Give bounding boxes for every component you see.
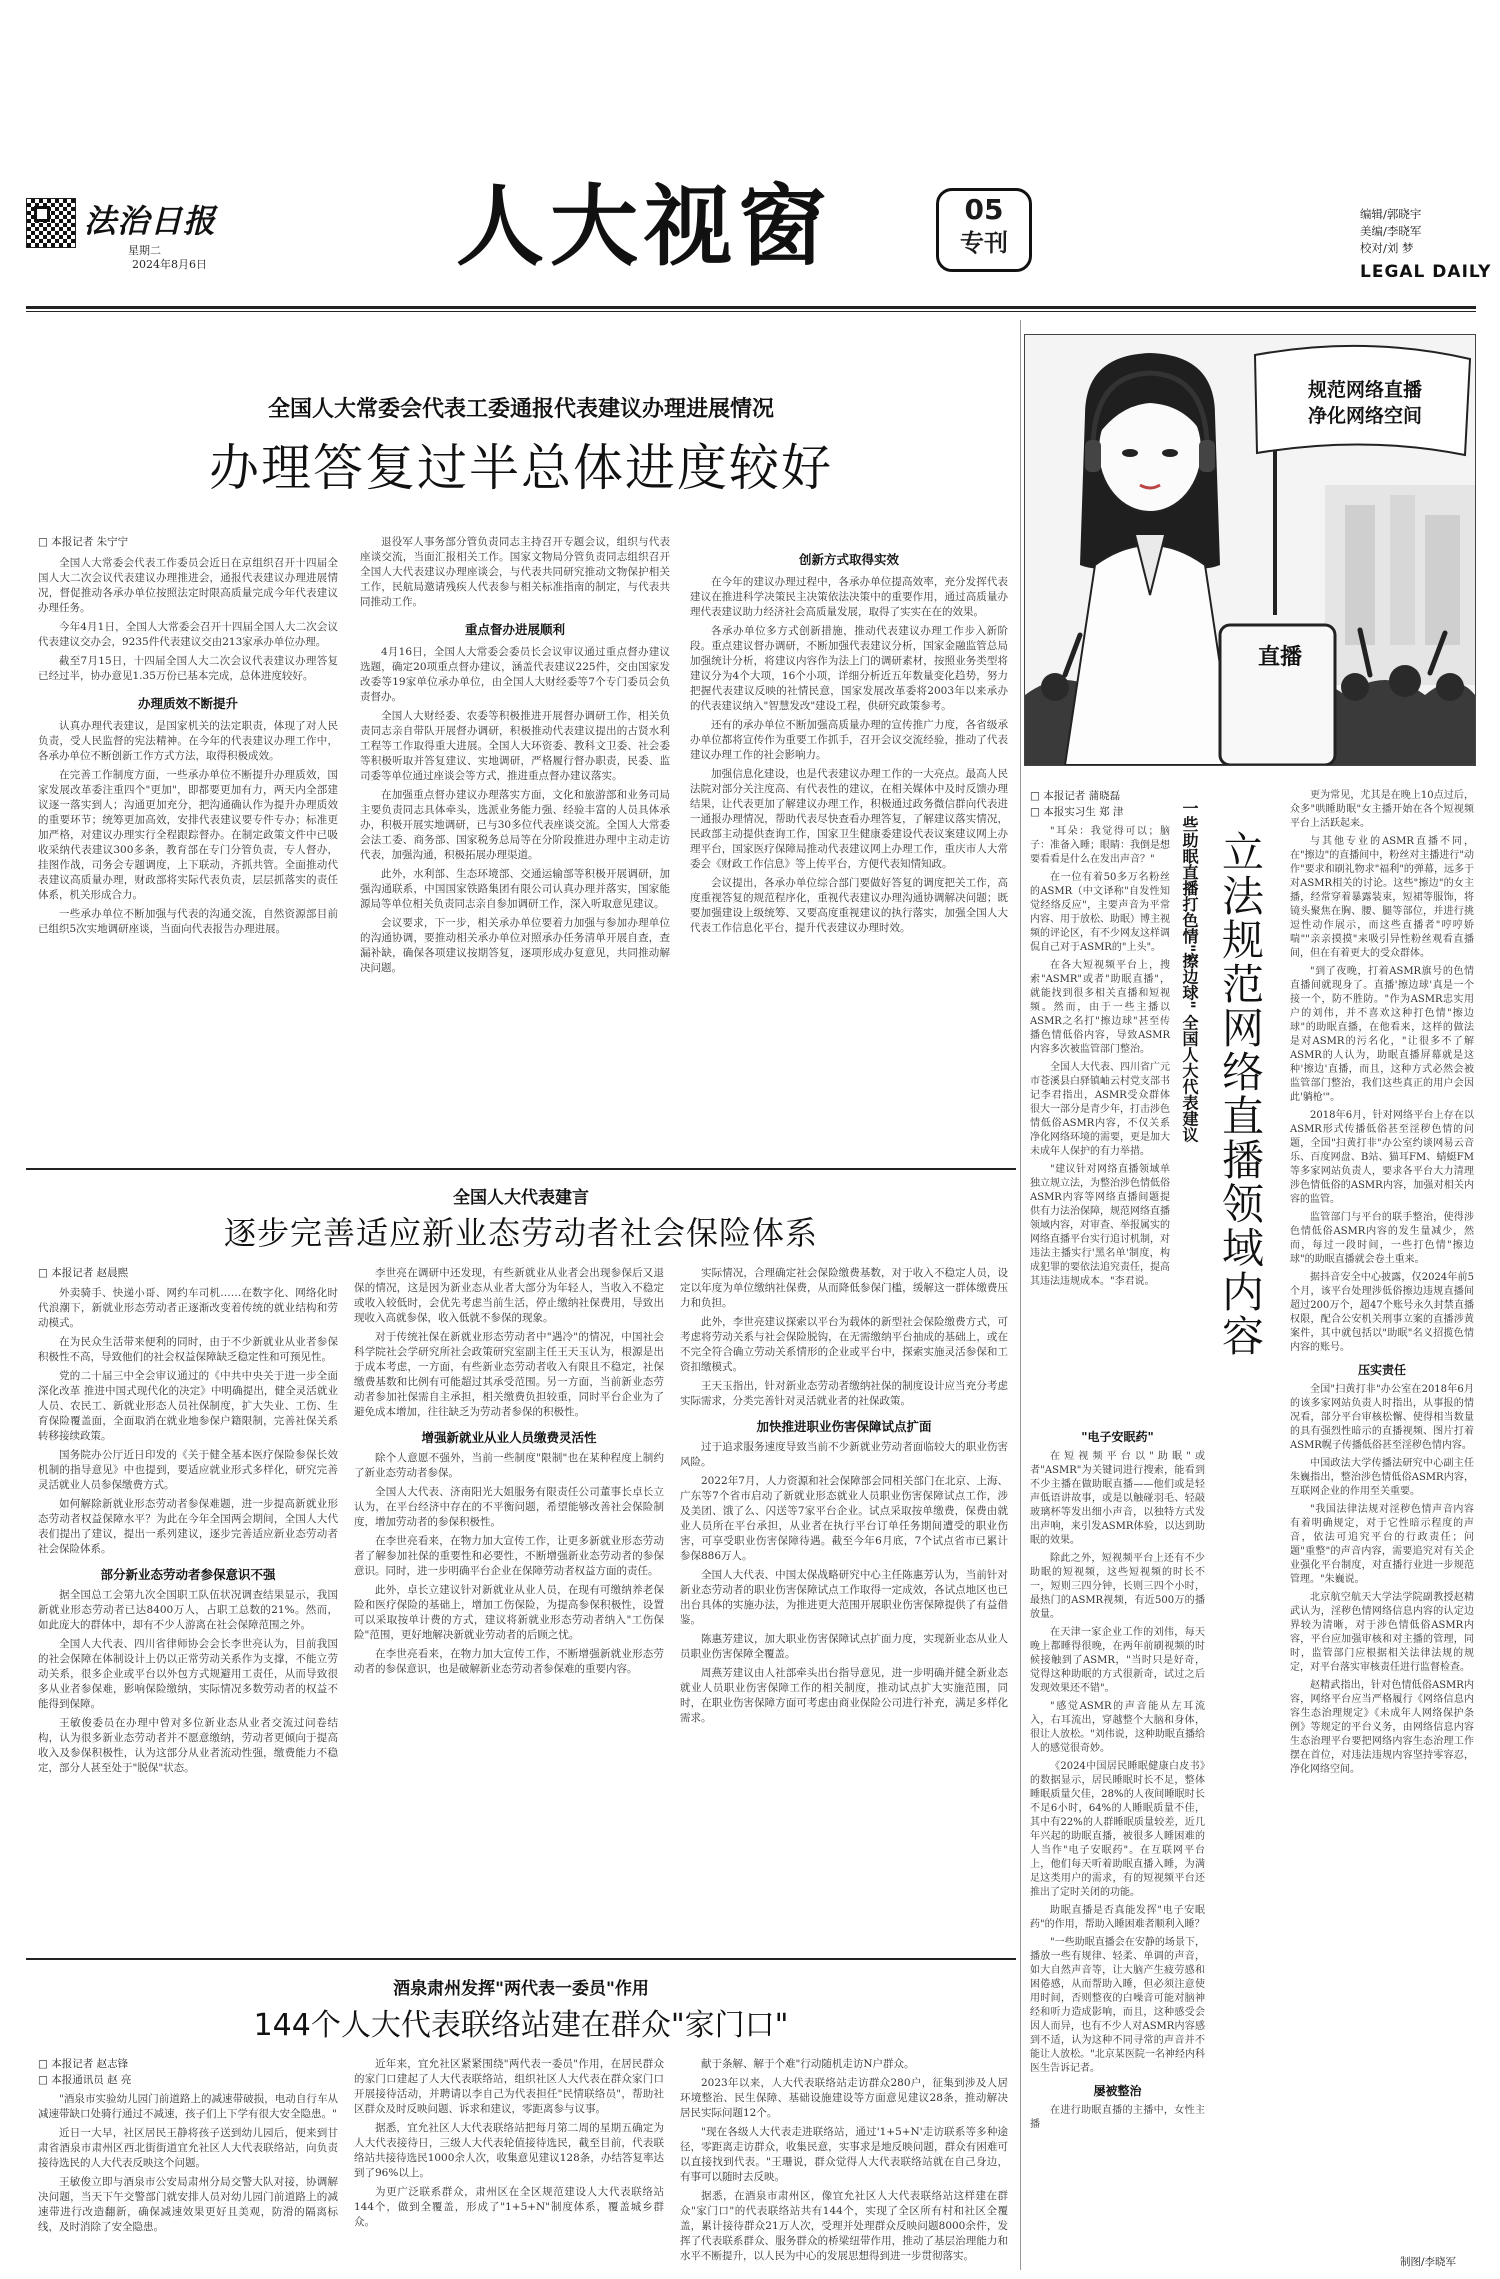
paragraph: 与其他专业的ASMR直播不同，在"擦边"的直播间中，粉丝对主播进行"动作"要求和刷礼物求"福利"的弹幕，远多于对ASMR相关的讨论。这些"擦边"的女主播，经常穿着暴露装束，短裙等服饰，将镜头聚焦在胸、腰、腿等部位，并进行挑逗性动作展示，而这些直播者"哼哼娇喘""亲亲摸摸"来吸引异性粉丝观看直播间，但在有着更大的受众群体。 bbox=[1290, 836, 1474, 959]
paragraph: 在李世亮看来，在物力加大宣传工作，不断增强新就业形态劳动者的参保意识，也是破解新业态劳动者参保难的重要内容。 bbox=[354, 1648, 664, 1675]
subhead: 部分新业态劳动者参保意识不强 bbox=[100, 1567, 276, 1582]
page-number-box bbox=[936, 188, 1032, 272]
article1-col1 bbox=[38, 556, 338, 1156]
paragraph: 过于追求服务速度导致当前不少新就业劳动者面临较大的职业伤害风险。 bbox=[680, 1441, 1008, 1468]
article2-headline: 逐步完善适应新业态劳动者社会保险体系 bbox=[223, 1214, 818, 1252]
paragraph: 陈惠芳建议，加大职业伤害保障试点扩面力度，实现新业态从业人员职业伤害保障全覆盖。 bbox=[680, 1633, 1008, 1660]
paragraph: 对于传统社保在新就业形态劳动者中"遇冷"的情况，中国社会科学院社会学研究所社会政策研究室副主任王天玉认为，根源是出于成本考虑，一方面，有些新业态劳动者收入有限且不稳定，社保缴费基数和比例有可能超过其承受范围。另一方面，当前新业态劳动者参加社保需自主承担，相关缴费负担较重，同时平台企业为了避免成本增加，往往缺乏为劳动者参保的积极性。 bbox=[354, 1331, 664, 1418]
paragraph: 此外，卓长立建议针对新就业从业人员，在现有可缴纳养老保险和医疗保险的基础上，增加工伤保险，为提高参保积极性，设置可以采取按单计费的方式，建议将新就业形态劳动者纳入"工伤保险"范围，更好地解决新就业劳动者的后顾之忧。 bbox=[354, 1584, 664, 1641]
paragraph: "耳朵：我觉得可以；脑子：准备入睡；眼睛：我倒是想要看看是什么在发出声音？" bbox=[1030, 826, 1170, 865]
paragraph: 除个人意愿不强外，当前一些制度"限制"也在某种程度上制约了新业态劳动者参保。 bbox=[354, 1452, 664, 1479]
paragraph: 如何解除新就业形态劳动者参保难题，进一步提高新就业形态劳动者权益保障水平？为此在今年全国两会期间，全国人大代表们提出了建议，提出一系列建议，逐步完善适应新业态劳动者社会保险体系。 bbox=[38, 1498, 338, 1555]
paragraph: "现在各级人大代表走进联络站，通过'1+5+N'走访联系等多种途径，零距离走访群众，收集民意，实事求是地反映问题，群众有困难可以直接找到代表。"王珊说，群众觉得人大代表联络站就在自己身边，有事可以随时去反映。 bbox=[680, 2126, 1008, 2183]
paragraph: 在天津一家企业工作的刘伟，每天晚上都睡得很晚，在两年前刷视频的时候接触到了ASMR，"当时只是好奇，觉得这种助眠的方式很新奇，试过之后发现效果还不错"。 bbox=[1030, 1627, 1205, 1694]
paragraph: 李世亮在调研中还发现，有些新就业从业者会出现参保后又退保的情况，这是因为新业态从业者大部分为年轻人，当收入不稳定或收入较低时，会优先考虑当前生活，停止缴纳社保费用，导致出现收入高就参保，收入低就不参保的现象。 bbox=[354, 1267, 664, 1324]
paragraph: 党的二十届三中全会审议通过的《中共中央关于进一步全面深化改革 推进中国式现代化的决定》中明确提出，健全灵活就业人员、农民工、新就业形态人员社保制度，扩大失业、工伤、生育保险覆盖面，全面取消在就业地参保户籍限制，完善社保关系转移接续政策。 bbox=[38, 1370, 338, 1442]
paragraph: 周燕芳建议由人社部牵头出台指导意见，进一步明确并健全新业态就业人员职业伤害保障工作的相关制度，推动试点扩大实施范围，同时，在职业伤害保障方面可考虑由商业保险公司进行补充，满足多样化需求。 bbox=[680, 1667, 1008, 1724]
paragraph: "感觉ASMR的声音能从左耳流入，右耳流出，穿越整个大脑和身体，很让人放松。"刘伟说，这种助眠直播给人的感觉很奇妙。 bbox=[1030, 1701, 1205, 1754]
right-subtitle: 一些助眠直播打色情"擦边球" 全国人大代表建议 bbox=[1180, 800, 1199, 1143]
article3-kicker: 酒泉肃州发挥"两代表一委员"作用 bbox=[393, 1979, 649, 1999]
paragraph: 近日一大早，社区居民王静将孩子送到幼儿园后，便来到甘肃省酒泉市肃州区西北街街道宜允社区人大代表联络站，向负责接待选民的人大代表反映这个问题。 bbox=[38, 2127, 338, 2169]
paragraph: 在加强重点督办建议办理落实方面，文化和旅游部和业务司局主要负责同志具体牵头，选派业务能力强、经验丰富的人员具体承办，积极开展实地调研，已与30多位代表座谈交流。全国人大常委会法工委、商务部、国家税务总局等在分阶段推进办理中主动走访代表，加强沟通，积极拓展办理渠道。 bbox=[360, 789, 670, 861]
article1-byline: □ 本报记者 朱宁宁 bbox=[38, 536, 129, 548]
paragraph: 据悉，在酒泉市肃州区，像宜允社区人大代表联络站这样建在群众"家门口"的代表联络站共有144个，实现了全区所有村和社区全覆盖，累计接待群众21万人次，受理并处理群众反映问题8000余件，发挥了代表联系群众、服务群众的桥梁纽带作用，推动了基层治理能力和水平不断提升，以人民为中心的发展思想得到进一步贯彻落实。 bbox=[680, 2190, 1008, 2262]
paragraph: 据全国总工会第九次全国职工队伍状况调查结果显示，我国新就业形态劳动者已达8400万人，占职工总数的21%。然而，如此庞大的群体中，却有不少人游离在社会保障范围之外。 bbox=[38, 1589, 338, 1631]
article3-byline-correspondent: □ 本报通讯员 赵 亮 bbox=[38, 2074, 132, 2086]
paragraph: "建议针对网络直播领域单独立规立法，为整治涉色情低俗ASMR内容等网络直播间题提供有力法治保障，规范网络直播领域内容，对审查、举报属实的网络直播平台实行追讨机制，对违法主播实行'黑名单'制度，构成犯罪的要依法追究责任，提高其违法违规成本。"李君说。 bbox=[1030, 1164, 1170, 1287]
paragraph: 更为常见，尤其是在晚上10点过后，众多"哄睡助眠"女主播开始在各个短视频平台上活跃起来。 bbox=[1290, 790, 1474, 829]
paragraph: 助眠直播是否真能发挥"电子安眠药"的作用，帮助入睡困难者顺利入睡？ bbox=[1030, 1905, 1205, 1930]
paragraph: 《2024中国居民睡眠健康白皮书》的数据显示，居民睡眠时长不足，整体睡眠质量欠佳，28%的人夜间睡眠时长不足6小时，64%的人睡眠质量不佳，其中有22%的人群睡眠质量较差，近几年兴起的助眠直播，被很多人睡困难的人当作"电子安眠药"。在互联网平台上，他们每天听着助眠直播入睡，为满足这类用户的需求，有的短视频平台还推出了定时关闭的功能。 bbox=[1030, 1761, 1205, 1898]
paragraph: 据悉，宜允社区人大代表联络站把每月第二周的星期五确定为人大代表接待日，三级人大代表轮值接待选民，截至目前，代表联络站共接待选民1000余人次，收集意见建议128条，办结答复率达到了96%以上。 bbox=[354, 2122, 664, 2179]
article1-col3 bbox=[690, 552, 1008, 1156]
subhead: 压实责任 bbox=[1357, 1363, 1406, 1377]
paper-name-logo: 法治日报 bbox=[84, 202, 217, 240]
subhead: 增强新就业从业人员缴费灵活性 bbox=[421, 1430, 597, 1445]
right-byline-reporter: □ 本报记者 蒲晓磊 bbox=[1030, 790, 1121, 802]
article3-byline-reporter: □ 本报记者 赵志锋 bbox=[38, 2058, 129, 2070]
right-byline-intern: □ 本报实习生 郑 津 bbox=[1030, 806, 1124, 818]
paragraph: 赵精武指出，针对色情低俗ASMR内容，网络平台应当严格履行《网络信息内容生态治理规定》《未成年人网络保护条例》等规定的平台义务，由网络信息内容生态治理平台要把网络内容生态治理工作摆在首位，对违法违规内容坚持零容忍，净化网络空间。 bbox=[1290, 1680, 1474, 1775]
paragraph: 各承办单位多方式创新措施，推动代表建议办理工作步入新阶段。重点建议督办调研，不断加强代表建议分析，国家金融监管总局加强统计分析，将建议内容作为法上门的调研素材，按照业务类型将建议分为4个大项，16个小项，详细分析近五年数量变化趋势，努力把握代表建议反映的社情民意，国家发展改革委将2003年以来承办的代表建议纳入"智慧发改"建设工程，供研究政策参考。 bbox=[690, 625, 1008, 712]
paragraph: 全国人大财经委、农委等积极推进开展督办调研工作，相关负责同志亲自带队开展督办调研，积极推动代表建议提出的古贤水利工程等工作取得重大进展。全国人大环资委、教科文卫委、社会委等积极听取并答复建议、实地调研，严格履行督办职责，民委、监司委等单位通过座谈会等方式，推进重点督办建议落实。 bbox=[360, 710, 670, 782]
paragraph: 截至7月15日，十四届全国人大二次会议代表建议办理答复已经过半，协办意见1.35万份已基本完成，总体进度较好。 bbox=[38, 655, 338, 682]
paragraph: 全国人大代表、济南阳光大姐服务有限责任公司董事长卓长立认为，在平台经济中存在的不平衡问题，希望能够改善社会保险制度，增加劳动者的参保积极性。 bbox=[354, 1486, 664, 1528]
right-col1-bottom bbox=[1030, 1430, 1205, 2265]
paragraph: 认真办理代表建议，是国家机关的法定职责，体现了对人民负责，受人民监督的宪法精神。在今年的代表建议办理工作中，各承办单位不断创新工作方式方法，取得积极成效。 bbox=[38, 720, 338, 762]
paragraph: 此外，水利部、生态环境部、交通运输部等积极开展调研，加强沟通联系，中国国家铁路集团有限公司认真办理并落实，国家能源局等单位相关负责同志亲自参加调研工作，深入听取意见建议。 bbox=[360, 868, 670, 910]
editor-credit: 校对/刘 梦 bbox=[1360, 241, 1414, 255]
weekday: 星期二 bbox=[128, 244, 161, 257]
cartoon-sign-text-1: 规范网络直播 bbox=[1307, 379, 1422, 401]
cartoon-sign-text-2: 净化网络空间 bbox=[1307, 405, 1422, 427]
paragraph: 在完善工作制度方面，一些承办单位不断提升办理质效，国家发展改革委注重四个"更加"，即都要更加有力，两天内全部建议逐一落实到人；沟通更加充分，把沟通确认作为提升办理质效的重要环节；统筹更加高效，安排代表建议要专件专办；标准更加严格，对建议办理实行全程跟踪督办。在制定政策文件中已吸收采纳代表建议300多条，教育部在专门分管负责，专人督办，挂图作战，司务会专题调度，上下联动，齐抓共管。全面推动代表建议高质量办理，财政部将实际代表负责，层层抓落实的责任体系，机关形成合力。 bbox=[38, 769, 338, 901]
article1-kicker: 全国人大常委会代表工委通报代表建议办理进展情况 bbox=[267, 397, 774, 422]
paragraph: 加强信息化建设，也是代表建议办理工作的一大亮点。最高人民法院对部分关注度高、有代表性的建议，在相关媒体中及时反馈办理结果，让代表更加了解建议办理工作，积极通过政务微信群向代表进一通报办理情况，帮助代表尽快查看办理答复，了解建议落实情况，民政部主动提供查询工作，国家卫生健康委建设代表议案建议网上办理平台，国家医疗保障局推动代表建议网上办理工作，重庆市人大常委会《财政工作信息》等上传平台，方便代表知情知政。 bbox=[690, 768, 1008, 870]
paragraph: 国务院办公厅近日印发的《关于健全基本医疗保险参保长效机制的指导意见》中也提到，要适应就业形式多样化，研究完善灵活就业人员参保缴费方式。 bbox=[38, 1449, 338, 1491]
paragraph: 在各大短视频平台上，搜索"ASMR"或者"助眠直播"，就能找到很多相关直播和短视频。然而，由于一些主播以ASMR之名打"擦边球"甚至传播色情低俗内容，导致ASMR内容多次被监管部门整治。 bbox=[1030, 960, 1170, 1055]
paragraph: 全国人大常委会代表工作委员会近日在京组织召开十四届全国人大二次会议代表建议办理推进会，通报代表建议办理进展情况，督促推动各承办单位按照法定时限高质量完成今年代表建议办理任务。 bbox=[38, 557, 338, 614]
article1-headline: 办理答复过半总体进度较好 bbox=[209, 439, 833, 497]
paragraph: 在短视频平台以"助眠"或者"ASMR"为关键词进行搜索，能看到不少主播在做助眠直播——他们或是轻声低语讲故事，或是以触碰羽毛、轻敲玻璃杯等发出细小声音，以独特方式发出声响，来引发ASMR体验，以达到助眠的效果。 bbox=[1030, 1451, 1205, 1546]
right-headline: 立法规范网络直播领域内容 bbox=[1216, 830, 1265, 1358]
paragraph: 在今年的建议办理过程中，各承办单位提高效率，充分发挥代表建议在推进科学决策民主决策依法决策中的重要作用，通过高质量办理代表建议助力经济社会高质量发展，取得了实实在在的效果。 bbox=[690, 576, 1008, 618]
paragraph: 全国人大代表、四川省广元市苍溪县白驿镇岫云村党支部书记李君指出，ASMR受众群体很大一部分是青少年，打击涉色情低俗ASMR内容，不仅关系净化网络环境的需要，更是加大未成年人保护的有力举措。 bbox=[1030, 1062, 1170, 1157]
paragraph: 王敏俊委员在办理中曾对多位新业态从业者交流过问卷结构，认为很多新业态劳动者并不愿意缴纳，劳动者更倾向于提高收入及参保积极性，认为这部分从业者流动性强，缴费能力不稳定，部分人甚至处于"脱保"状态。 bbox=[38, 1717, 338, 1774]
subhead: 办理质效不断提升 bbox=[137, 696, 238, 711]
paragraph: 还有的承办单位不断加强高质量办理的宣传推广力度，各省级承办单位都将宣传作为重要工作抓手，召开会议交流经验，推动了代表建议办理工作的社会影响力。 bbox=[690, 719, 1008, 761]
paragraph: 全国"扫黄打非"办公室在2018年6月的该多家网站负责人时指出，从事报的情况看，部分平台审核松懈、使得相当数量的具有强烈性暗示的直播视频、图片打着ASMR幌子传播低俗甚至淫秽色情内容。 bbox=[1290, 1384, 1474, 1451]
right-column-rule bbox=[1020, 320, 1021, 2270]
article2-col1 bbox=[38, 1286, 338, 1948]
paragraph: 在为民众生活带来便利的同时，由于不少新就业从业者参保积极性不高，导致他们的社会权益保障缺乏稳定性和可预见性。 bbox=[38, 1336, 338, 1363]
paragraph: "一些助眠直播会在安静的场景下，播放一些有规律、轻柔、单调的声音，如大自然声音等，让大脑产生疲劳感和困倦感，从而帮助入睡，但必须注意使用时间，否则整夜的白噪音可能对脑神经和听力造成影响，而且，这种感受会因人而异，也有不少人对ASMR内容感到不适，认为这种不同寻常的声音并不能让人放松。"北京某医院一名神经内科医生告诉记者。 bbox=[1030, 1937, 1205, 2074]
paragraph: 2023年以来，人大代表联络站走访群众280户，征集到涉及人居环境整治、民生保障、基础设施建设等方面意见建议28条，推动解决居民实际问题12个。 bbox=[680, 2077, 1008, 2119]
article3-col3 bbox=[680, 2057, 1008, 2268]
paragraph: 全国人大代表、四川省律师协会会长李世亮认为，目前我国的社会保障在体制设计上仍以正常劳动关系作为支撑，不能立劳动关系，很多企业或平台以外包方式规避用工责任，从而导致很多从业者参保难，影响保险缴纳，实际情况多数劳动者的权益不能得到保障。 bbox=[38, 1638, 338, 1710]
paragraph: 外卖骑手、快递小哥、网约车司机……在数字化、网络化时代浪潮下，新就业形态劳动者正逐渐改变着传统的就业结构和劳动模式。 bbox=[38, 1287, 338, 1329]
paragraph: 在进行助眠直播的主播中，女性主播 bbox=[1030, 2105, 1205, 2130]
paragraph: 全国人大代表、中国太保战略研究中心主任陈惠芳认为，当前针对新业态劳动者的职业伤害保障试点工作取得一定成效，各试点地区也已出台具体的实施办法，为推进更大范围开展职业伤害保障提供了有益借鉴。 bbox=[680, 1569, 1008, 1626]
paragraph: 在一位有着50多万名粉丝的ASMR（中文译称"自发性知觉经络反应"，主要声音为平常内容、用于放松、助眠）博主视频的评论区，有不少网友这样调侃自己对于ASMR的"上头"。 bbox=[1030, 872, 1170, 953]
paragraph: 北京航空航天大学法学院副教授赵精武认为，淫秽色情网络信息内容的认定边界较为清晰，对于涉色情低俗ASMR内容，平台应加强审核和对主播的管理，同时，监管部门应根据相关法律法规的规定，对平台落实审核责任进行监督检查。 bbox=[1290, 1592, 1474, 1673]
masthead-rule bbox=[26, 306, 1476, 309]
article2-col3 bbox=[680, 1266, 1008, 1948]
paragraph: 监管部门与平台的联手整治，使得涉色情低俗ASMR内容的发生量减少，然而，每过一段时间，一些打色情"擦边球"的助眠直播就会卷土重来。 bbox=[1290, 1212, 1474, 1265]
paragraph: 今年4月1日，全国人大常委会召开十四届全国人大二次会议代表建议交办会，9235件代表建议交由213家承办单位办理。 bbox=[38, 621, 338, 648]
issue-date: 2024年8月6日 bbox=[132, 258, 207, 271]
paragraph: "酒泉市实验幼儿园门前道路上的减速带破损，电动自行车从减速带缺口处骑行通过不减速，孩子们上下学有很大安全隐患。" bbox=[38, 2093, 338, 2120]
article1-col2 bbox=[360, 535, 670, 1155]
article2-kicker: 全国人大代表建言 bbox=[453, 1188, 589, 1208]
article2-byline: □ 本报记者 赵晨熙 bbox=[38, 1267, 129, 1279]
paragraph: 王敏俊立即与酒泉市公安局肃州分局交警大队对接，协调解决问题，当天下午交警部门就安排人员对幼儿园门前道路上的减速带进行改造翻新，确保减速效果更好且美观，防滑的隔离标线，及时消除了安全隐患。 bbox=[38, 2176, 338, 2233]
paragraph: 据抖音安全中心披露，仅2024年前5个月，该平台处理涉低俗擦边违规直播间超过200万个，超47个账号永久封禁直播权限，配合公安机关刑事立案的直播涉黄案件，其中就包括以"助眠"名义招揽色情内容的账号。 bbox=[1290, 1272, 1474, 1353]
paragraph: 除此之外，短视频平台上还有不少助眠的短视频，这些短视频的时长不一，短则三四分钟，长则三四个小时，最热门的ASMR视频，有近500万的播放量。 bbox=[1030, 1553, 1205, 1620]
page-number: 05 bbox=[964, 193, 1004, 226]
section-title: 人大视窗 bbox=[456, 175, 833, 278]
article3-col2 bbox=[354, 2057, 664, 2268]
editor-credits bbox=[1360, 206, 1421, 257]
editor-credit: 美编/李晓军 bbox=[1360, 224, 1422, 238]
paragraph: 实际情况，合理确定社会保险缴费基数，对于收入不稳定人员，设定以年度为单位缴纳社保费，从而降低参保门槛，缓解这一群体缴费压力和负担。 bbox=[680, 1267, 1008, 1309]
subhead: "电子安眠药" bbox=[1081, 1430, 1154, 1444]
paragraph: 4月16日，全国人大常委会委员长会议审议通过重点督办建议选题，确定20项重点督办建议，涵盖代表建议225件，交由国家发改委等19家单位承办单位，由全国人大财经委等7个专门委员会负责督办。 bbox=[360, 646, 670, 703]
paragraph: 会议提出，各承办单位综合部门要做好答复的调度把关工作，高度重视答复的规范程序化，重视代表建议办理沟通协调解决问题；既要加强建设上级统筹、又要高度重视建议的执行落实，加强全国人大代表工作信息化平台，提升代表建议办理时效。 bbox=[690, 877, 1008, 934]
paragraph: 王天玉指出，针对新业态劳动者缴纳社保的制度设计应当充分考虑实际需求，分类完善针对灵活就业者的社保政策。 bbox=[680, 1380, 1008, 1407]
article1-divider bbox=[26, 1168, 1016, 1170]
paragraph: 中国政法大学传播法研究中心副主任朱巍指出，整治涉色情低俗ASMR内容，互联网企业的作用至关重要。 bbox=[1290, 1458, 1474, 1497]
paragraph: 献于条解、解于个难"行动随机走访N户群众。 bbox=[701, 2058, 915, 2070]
illustration-credit: 制图/李晓军 bbox=[1400, 2256, 1457, 2268]
right-col1-top bbox=[1030, 825, 1170, 1287]
cartoon-illustration bbox=[1024, 334, 1476, 766]
article3-headline: 144个人大代表联络站建在群众"家门口" bbox=[253, 2008, 789, 2043]
subhead: 屡被整治 bbox=[1093, 2084, 1142, 2098]
paragraph: 一些承办单位不断加强与代表的沟通交流，自然资源部目前已组织5次实地调研座谈，当面向代表报告办理进展。 bbox=[38, 908, 338, 935]
paragraph: 2022年7月，人力资源和社会保障部会同相关部门在北京、上海、广东等7个省市启动了新就业形态就业人员职业伤害保障试点工作，涉及美团、饿了么、闪送等7家平台企业。试点采取按单缴费，保费由就业人员所在平台承担，从业者在执行平台订单任务期间遭受的职业伤害，可享受职业伤害保障待遇。截至今年6月底，7个试点省市已累计参保886万人。 bbox=[680, 1475, 1008, 1562]
paragraph: 近年来，宜允社区紧紧围绕"两代表一委员"作用，在居民群众的家门口建起了人大代表联络站，组织社区人大代表在群众家门口开展接待活动，并聘请以李自己为代表担任"民情联络员"，帮助社区群众及时反映问题、诉求和建议，零距离参与议事。 bbox=[354, 2058, 664, 2115]
legal-daily-wordmark: LEGAL DAILY bbox=[1360, 262, 1492, 282]
article2-divider bbox=[26, 1958, 1016, 1960]
subhead: 重点督办进展顺利 bbox=[464, 622, 565, 637]
paragraph: 会议要求，下一步，相关承办单位要着力加强与参加办理单位的沟通协调，要推动相关承办单位对照承办任务清单开展自查，查漏补缺，确保各项建议按期答复，逐项形成办复意见，共同推动解决问题。 bbox=[360, 917, 670, 974]
page-type: 专刊 bbox=[960, 229, 1008, 257]
paragraph: 2018年6月，针对网络平台上存在以ASMR形式传播低俗甚至淫秽色情的问题，全国"扫黄打非"办公室约谈网易云音乐、百度网盘、B站、猫耳FM、蜻蜓FM等多家网站负责人，要求各平台大力清理涉色情低俗的ASMR内容，加强对相关内容的监管。 bbox=[1290, 1110, 1474, 1205]
right-col2 bbox=[1290, 789, 1474, 2251]
paragraph: 退役军人事务部分管负责同志主持召开专题会议，组织与代表座谈交流，当面汇报相关工作。国家文物局分管负责同志组织召开全国人大代表建议办理座谈会，与代表共同研究推动文物保护相关工作，民航局邀请残疾人代表参与相关标准指南的制定，与代表共同推动工作。 bbox=[360, 536, 670, 608]
subhead: 加快推进职业伤害保障试点扩面 bbox=[756, 1419, 932, 1434]
paragraph: 在李世亮看来，在物力加大宣传工作，让更多新就业形态劳动者了解参加社保的重要性和必要性，不断增强新业态劳动者的参保意识。同时，进一步明确平台企业在保障劳动者权益方面的责任。 bbox=[354, 1535, 664, 1577]
cartoon-phone-text: 直播 bbox=[1257, 645, 1302, 670]
paragraph: "我国法律法规对淫秽色情声音内容有着明确规定，对于它性暗示程度的声音，依法可追究平台的行政责任；问题"重整"的声音内容，需要追究对有关企业强化平台制度，对直播行业进一步规范管理。"朱巍说。 bbox=[1290, 1504, 1474, 1585]
paragraph: 此外，李世亮建议探索以平台为载体的新型社会保险缴费方式，可考虑将劳动关系与社会保险脱钩，在无需缴纳平台抽成的基础上，或在不完全符合确立劳动关系情形的企业或平台中，探索实施灵活参保和工资扣缴模式。 bbox=[680, 1316, 1008, 1373]
editor-credit: 编辑/郭晓宇 bbox=[1360, 207, 1422, 221]
article3-col1 bbox=[38, 2092, 338, 2268]
paragraph: 为更广泛联系群众，肃州区在全区规范建设人大代表联络站144个，做到全覆盖，形成了"1+5+N"制度体系，覆盖城乡群众。 bbox=[354, 2186, 664, 2228]
subhead: 创新方式取得实效 bbox=[798, 552, 899, 567]
paragraph: "到了夜晚，打着ASMR旗号的色情直播间就现身了。直播'擦边球'真是一个接一个，防不胜防。"作为ASMR忠实用户的刘伟，并不喜欢这种打色情"擦边球"的助眠直播，在他看来，这样的做法是对ASMR的污名化，"让很多不了解ASMR的人认为，助眠直播屏幕就是这种'擦边'直播，而且，这种方式必然会被监管部门整治，我们这些真正的用户会因此'躺枪'"。 bbox=[1290, 966, 1474, 1103]
article2-col2 bbox=[354, 1266, 664, 1948]
